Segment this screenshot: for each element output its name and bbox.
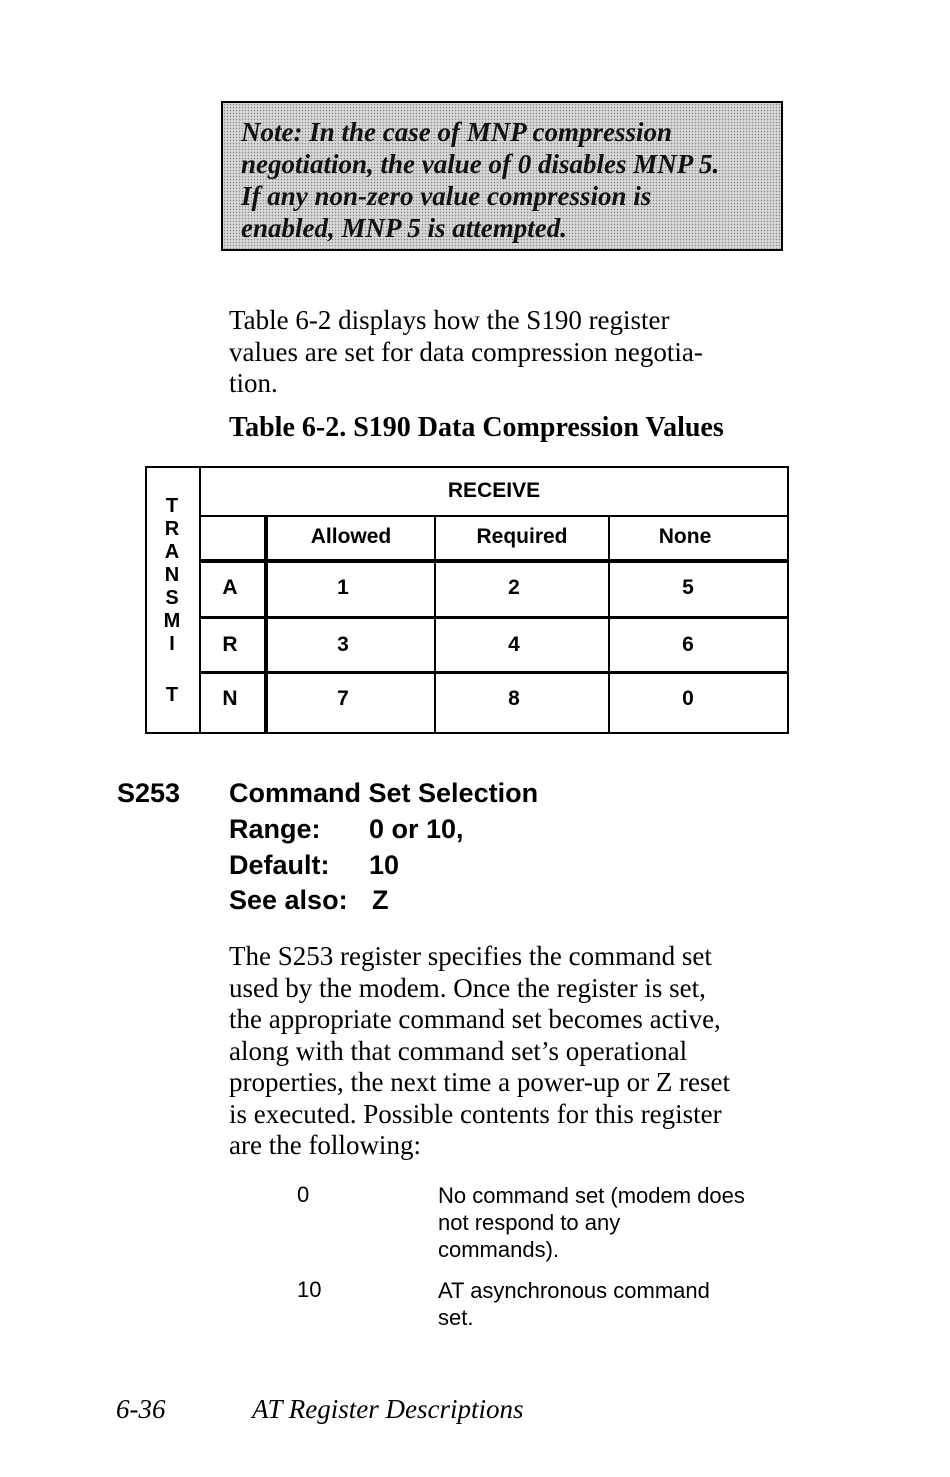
description-line: is executed. Possible contents for this register (229, 1098, 722, 1129)
intro-line: tion. (229, 368, 278, 398)
note-line: negotiation, the value of 0 disables MNP 5. (241, 149, 720, 179)
table-border-bottom (145, 732, 789, 734)
transmit-letter: N (164, 564, 180, 586)
receive-header: RECEIVE (447, 479, 541, 502)
transmit-letter: A (164, 541, 180, 563)
description-line: The S253 register specifies the command set (229, 941, 712, 971)
register-range (229, 812, 464, 847)
transmit-divider (199, 466, 201, 734)
intro-paragraph (229, 305, 703, 400)
table-cell: 2 (508, 576, 520, 599)
table-cell: 3 (337, 633, 349, 656)
table-border-left (145, 466, 147, 734)
option-desc-line: set. (438, 1305, 474, 1330)
column-header-none: None (658, 525, 712, 548)
option-desc-line: No command set (modem does (438, 1183, 745, 1208)
note-line: Note: In the case of MNP compression (241, 117, 672, 147)
see-also-label: See also: (229, 885, 348, 915)
table-caption: Table 6-2. S190 Data Compression Values (229, 412, 724, 443)
transmit-letter: T (165, 684, 179, 706)
option-description (438, 1182, 745, 1263)
see-also-value: Z (372, 885, 389, 915)
option-desc-line: AT asynchronous command (438, 1278, 710, 1303)
register-title: Command Set Selection (229, 778, 539, 808)
register-see-also (229, 883, 389, 918)
row-rule (199, 616, 789, 619)
receive-rule (199, 515, 789, 517)
row-label: N (222, 687, 238, 710)
range-label: Range: (229, 814, 321, 844)
register-description (229, 941, 730, 1162)
option-desc-line: not respond to any (438, 1210, 621, 1235)
column-header-required: Required (476, 525, 568, 548)
intro-line: Table 6-2 displays how the S190 register (229, 305, 670, 335)
note-box (221, 101, 783, 251)
range-value: 0 or 10, (369, 814, 464, 844)
table-cell: 1 (337, 576, 349, 599)
default-value: 10 (369, 850, 400, 880)
table-cell: 4 (508, 633, 520, 656)
description-line: the appropriate command set becomes active, (229, 1004, 721, 1034)
note-line: enabled, MNP 5 is attempted. (241, 213, 567, 243)
row-rule (199, 671, 789, 674)
description-line: used by the modem. Once the register is set, (229, 972, 706, 1003)
table-cell: 6 (682, 633, 694, 656)
transmit-letter: R (164, 518, 180, 540)
register-default (229, 848, 400, 883)
option-desc-line: commands). (438, 1237, 560, 1262)
table-cell: 7 (337, 687, 349, 710)
transmit-letter: M (163, 610, 181, 632)
table-border-top (145, 466, 789, 468)
header-rule (199, 559, 789, 563)
table-border-right (787, 466, 789, 734)
transmit-letter: I (169, 633, 175, 655)
row-label: A (222, 576, 238, 599)
option-description (438, 1277, 710, 1331)
row-label: R (222, 633, 238, 656)
option-value: 0 (297, 1182, 310, 1207)
default-label: Default: (229, 850, 330, 880)
transmit-letter: S (165, 587, 179, 609)
table-cell: 0 (682, 687, 694, 710)
register-id: S253 (117, 778, 181, 808)
table-cell: 5 (682, 576, 694, 599)
section-title: AT Register Descriptions (252, 1394, 524, 1424)
option-value: 10 (297, 1277, 322, 1302)
intro-line: values are set for data compression negotia- (229, 336, 703, 367)
note-line: If any non-zero value compression is (241, 181, 652, 211)
table-cell: 8 (508, 687, 520, 710)
description-line: are the following: (229, 1130, 421, 1160)
description-line: properties, the next time a power-up or Z reset (229, 1067, 731, 1097)
transmit-letter: T (165, 495, 179, 517)
page-number: 6-36 (116, 1394, 166, 1424)
column-header-allowed: Allowed (310, 525, 392, 548)
description-line: along with that command set’s operational (229, 1035, 688, 1066)
